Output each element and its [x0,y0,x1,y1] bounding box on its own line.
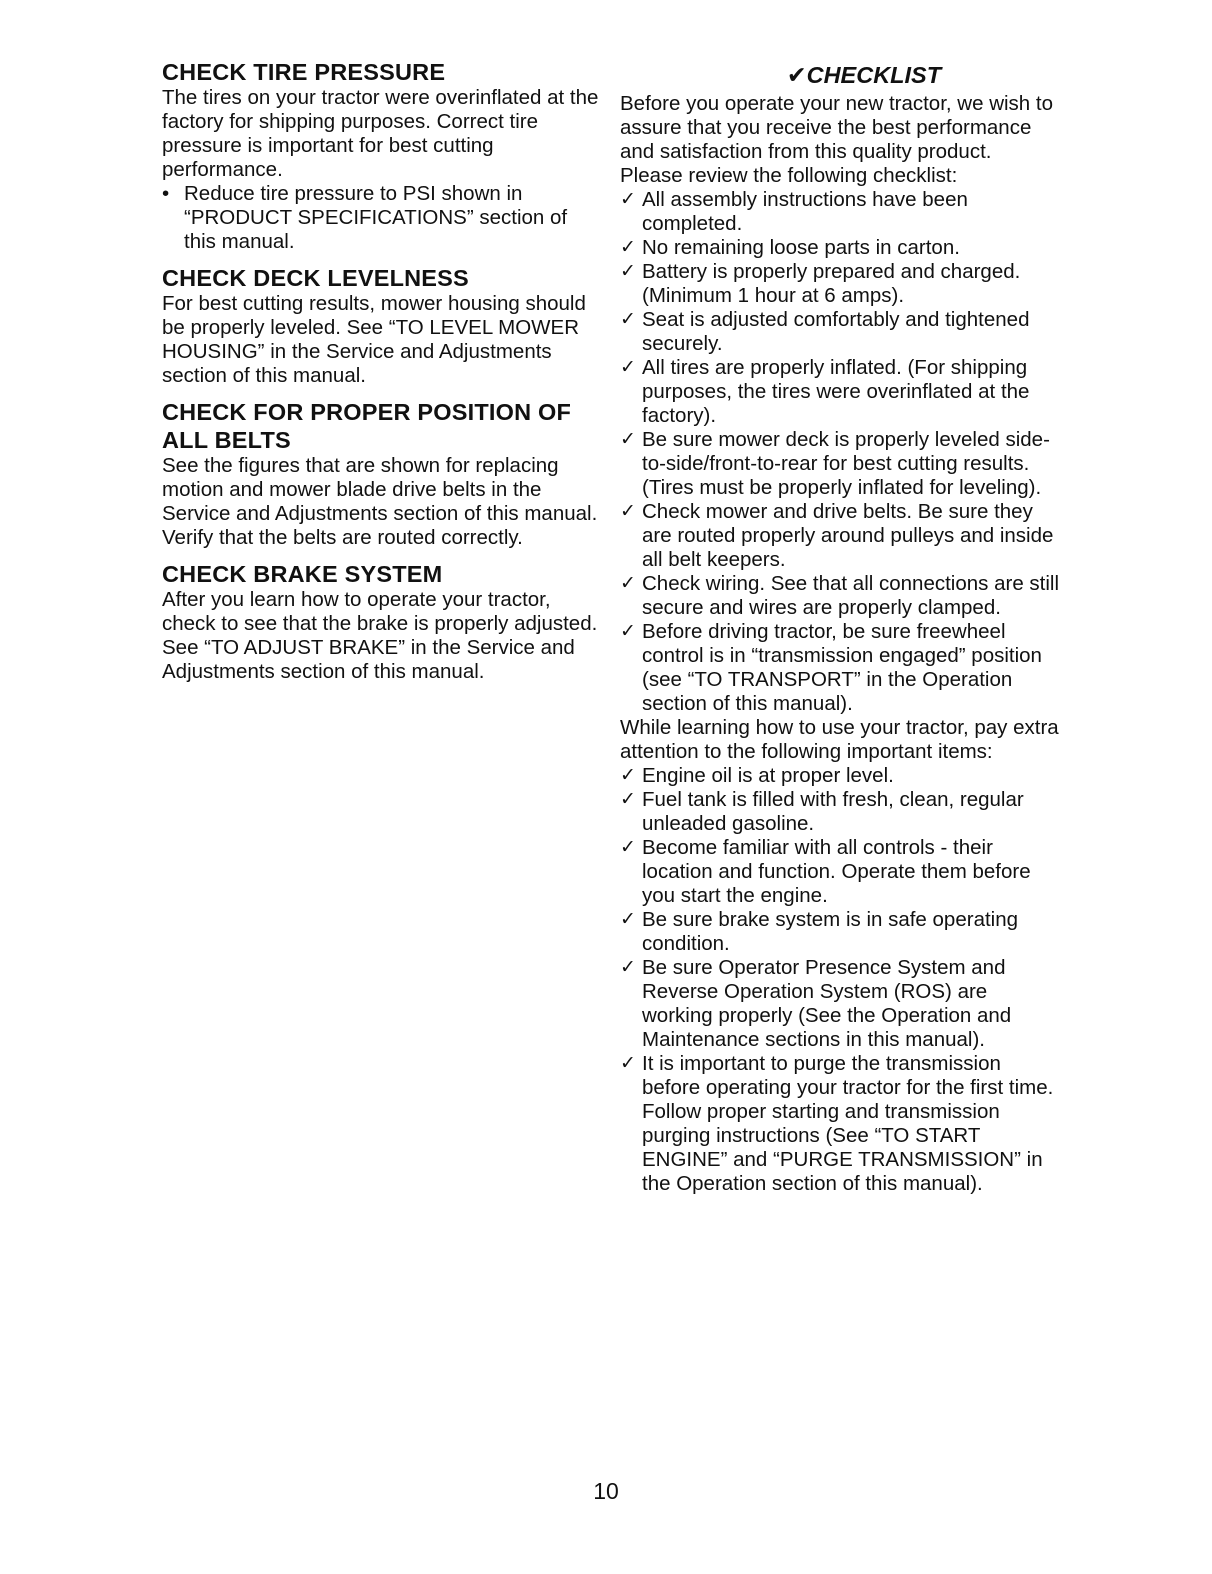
checkmark-icon: ✔ [786,62,807,88]
checklist-important-items [620,764,1060,1196]
checklist-item-text: Engine oil is at proper level. [642,764,894,787]
page-number: 10 [593,1478,619,1504]
check-icon: ✓ [620,621,636,642]
check-icon: ✓ [620,957,636,978]
checklist-title [620,58,1060,92]
heading-deck-levelness: CHECK DECK LEVELNESS [162,265,469,291]
checklist-item-text: All assembly instructions have been completed. [642,188,968,235]
heading-tire-pressure: CHECK TIRE PRESSURE [162,59,446,85]
right-column [620,58,1060,1196]
heading-belts: CHECK FOR PROPER POSITION OF ALL BELTS [162,399,572,453]
section-belts [162,398,602,550]
left-column [162,58,602,684]
checklist-item [620,788,1060,836]
checklist-item-text: It is important to purge the transmission before operating your tractor for the first time. Follow proper starting and transmission purging instructions (See “TO START ENGINE” and “PURGE TRANSMISSION” in the Operation section of this manual). [642,1052,1054,1195]
checklist-item-text: Be sure mower deck is properly leveled side-to-side/front-to-rear for best cutting results. (Tires must be properly inflated for leveling). [642,428,1050,499]
checklist-item [620,572,1060,620]
checklist-item-text: Seat is adjusted comfortably and tightened securely. [642,308,1030,355]
checklist-item-text: Check mower and drive belts. Be sure they are routed properly around pulleys and inside all belt keepers. [642,500,1054,571]
checklist-item-text: Become familiar with all controls - their location and function. Operate them before you start the engine. [642,836,1031,907]
section-brake [162,560,602,684]
bullet-text: Reduce tire pressure to PSI shown in “PRODUCT SPECIFICATIONS” section of this manual. [184,182,568,253]
checklist-item [620,260,1060,308]
checklist-item [620,1052,1060,1196]
checklist-item [620,188,1060,236]
check-icon: ✓ [620,789,636,810]
check-icon: ✓ [620,765,636,786]
checklist-item [620,764,1060,788]
checklist-item [620,836,1060,908]
bullet-item [162,182,602,254]
check-icon: ✓ [620,573,636,594]
checklist-item [620,620,1060,716]
checklist-item [620,308,1060,356]
check-icon: ✓ [620,909,636,930]
heading-brake: CHECK BRAKE SYSTEM [162,561,443,587]
check-icon: ✓ [620,237,636,258]
checklist-item-text: Fuel tank is filled with fresh, clean, regular unleaded gasoline. [642,788,1024,835]
checklist-item-text: All tires are properly inflated. (For shipping purposes, the tires were overinflated at the factory). [642,356,1030,427]
checklist-items [620,188,1060,716]
paragraph-deck-levelness: For best cutting results, mower housing should be properly leveled. See “TO LEVEL MOWER HOUSING” in the Service and Adjustments section of this manual. [162,292,586,387]
check-icon: ✓ [620,1053,636,1074]
section-tire-pressure [162,58,602,254]
paragraph-belts: See the figures that are shown for replacing motion and mower blade drive belts in the Service and Adjustments section of this manual. Verify that the belts are routed correctly. [162,454,598,549]
paragraph-tire-pressure: The tires on your tractor were overinflated at the factory for shipping purposes. Correct tire pressure is important for best cutting performance. [162,86,599,181]
bullet-icon: • [162,182,170,205]
check-icon: ✓ [620,309,636,330]
check-icon: ✓ [620,837,636,858]
check-icon: ✓ [620,357,636,378]
checklist-item [620,428,1060,500]
checklist-item-text: Be sure brake system is in safe operating condition. [642,908,1019,955]
checklist-item [620,500,1060,572]
check-icon: ✓ [620,429,636,450]
checklist-item-text: Battery is properly prepared and charged. (Minimum 1 hour at 6 amps). [642,260,1021,307]
checklist-while-learning: While learning how to use your tractor, pay extra attention to the following important items: [620,716,1059,763]
check-icon: ✓ [620,261,636,282]
paragraph-brake: After you learn how to operate your tractor, check to see that the brake is properly adjusted. See “TO ADJUST BRAKE” in the Service and Adjustments section of this manual. [162,588,598,683]
checklist-item-text: Check wiring. See that all connections are still secure and wires are properly clamped. [642,572,1060,619]
section-deck-levelness [162,264,602,388]
checklist-item [620,356,1060,428]
checklist-item [620,956,1060,1052]
checklist-item-text: Be sure Operator Presence System and Reverse Operation System (ROS) are working properly (See the Operation and Maintenance sections in this manual). [642,956,1012,1051]
checklist-intro: Before you operate your new tractor, we wish to assure that you receive the best performance and satisfaction from this quality product. [620,92,1054,163]
checklist-item [620,236,1060,260]
checklist-review: Please review the following checklist: [620,164,958,187]
checklist-item-text: No remaining loose parts in carton. [642,236,960,259]
check-icon: ✓ [620,501,636,522]
checklist-item [620,908,1060,956]
check-icon: ✓ [620,189,636,210]
checklist-item-text: Before driving tractor, be sure freewheel control is in “transmission engaged” position (see “TO TRANSPORT” in the Operation section of this manual). [642,620,1042,715]
checklist-title-text: CHECKLIST [806,62,942,88]
